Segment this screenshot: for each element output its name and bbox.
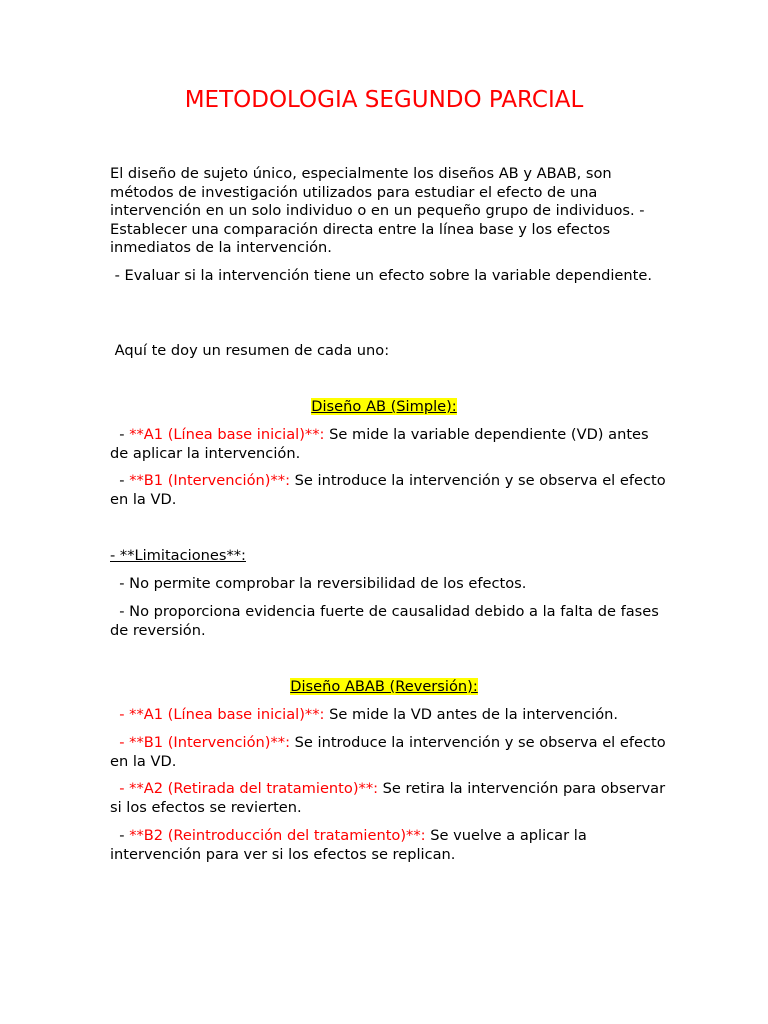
ab-item-a1 xyxy=(110,426,670,463)
abab-item-b2-label: **B2 (Reintroducción del tratamiento)**: xyxy=(129,827,426,844)
abab-heading: Diseño ABAB (Reversión): xyxy=(290,678,478,695)
abab-item-b1-label: - **B1 (Intervención)**: xyxy=(119,734,290,751)
abab-item-a2-prefix xyxy=(110,780,119,797)
limitation-item-1: - No permite comprobar la reversibilidad de los efectos. xyxy=(110,575,527,592)
ab-heading-row xyxy=(0,398,768,416)
ab-item-b1-label: **B1 (Intervención)**: xyxy=(129,472,290,489)
abab-item-b1-prefix xyxy=(110,734,119,751)
ab-item-a1-prefix: - xyxy=(110,426,130,443)
abab-item-a1-prefix xyxy=(110,706,119,723)
abab-heading-row xyxy=(0,678,768,696)
limitation-item-2: - No proporciona evidencia fuerte de causalidad debido a la falta de fases de reversión. xyxy=(110,603,664,639)
intro-paragraph-1: El diseño de sujeto único, especialmente los diseños AB y ABAB, son métodos de investigación utilizados para estudiar el efecto de una intervención en un solo individuo o en un pequeño grupo de individuos. - Establecer una comparación directa entre la línea base y los efectos inmediatos de la intervención. xyxy=(110,165,645,257)
ab-item-a1-text: Se mide la variable dependiente (VD) antes de aplicar la intervención. xyxy=(110,426,654,462)
abab-item-a2-text: Se retira la intervención para observar si los efectos se revierten. xyxy=(110,780,670,816)
abab-item-a1-text: Se mide la VD antes de la intervención. xyxy=(324,706,619,723)
intro-paragraph-2: - Evaluar si la intervención tiene un efecto sobre la variable dependiente. xyxy=(110,267,652,284)
page-title: METODOLOGIA SEGUNDO PARCIAL xyxy=(184,87,584,113)
limitations-heading: - **Limitaciones**: xyxy=(110,547,246,564)
abab-item-b1 xyxy=(110,734,670,771)
abab-item-b2-prefix: - xyxy=(110,827,130,844)
abab-item-a1-label: - **A1 (Línea base inicial)**: xyxy=(119,706,325,723)
ab-heading: Diseño AB (Simple): xyxy=(311,398,457,415)
abab-item-a2-label: - **A2 (Retirada del tratamiento)**: xyxy=(119,780,379,797)
abab-item-b1-text: Se introduce la intervención y se observa el efecto en la VD. xyxy=(110,734,671,770)
abab-item-a2 xyxy=(110,780,670,817)
abab-item-a1 xyxy=(110,706,670,725)
intro-paragraph-3: Aquí te doy un resumen de cada uno: xyxy=(110,342,390,359)
ab-item-b1-text: Se introduce la intervención y se observa el efecto en la VD. xyxy=(110,472,671,508)
ab-item-a1-label: **A1 (Línea base inicial)**: xyxy=(129,426,325,443)
abab-item-b2 xyxy=(110,827,670,864)
ab-item-b1-prefix: - xyxy=(110,472,130,489)
ab-item-b1 xyxy=(110,472,670,509)
limitations-heading-row xyxy=(110,547,670,566)
abab-item-b2-text: Se vuelve a aplicar la intervención para ver si los efectos se replican. xyxy=(110,827,592,863)
